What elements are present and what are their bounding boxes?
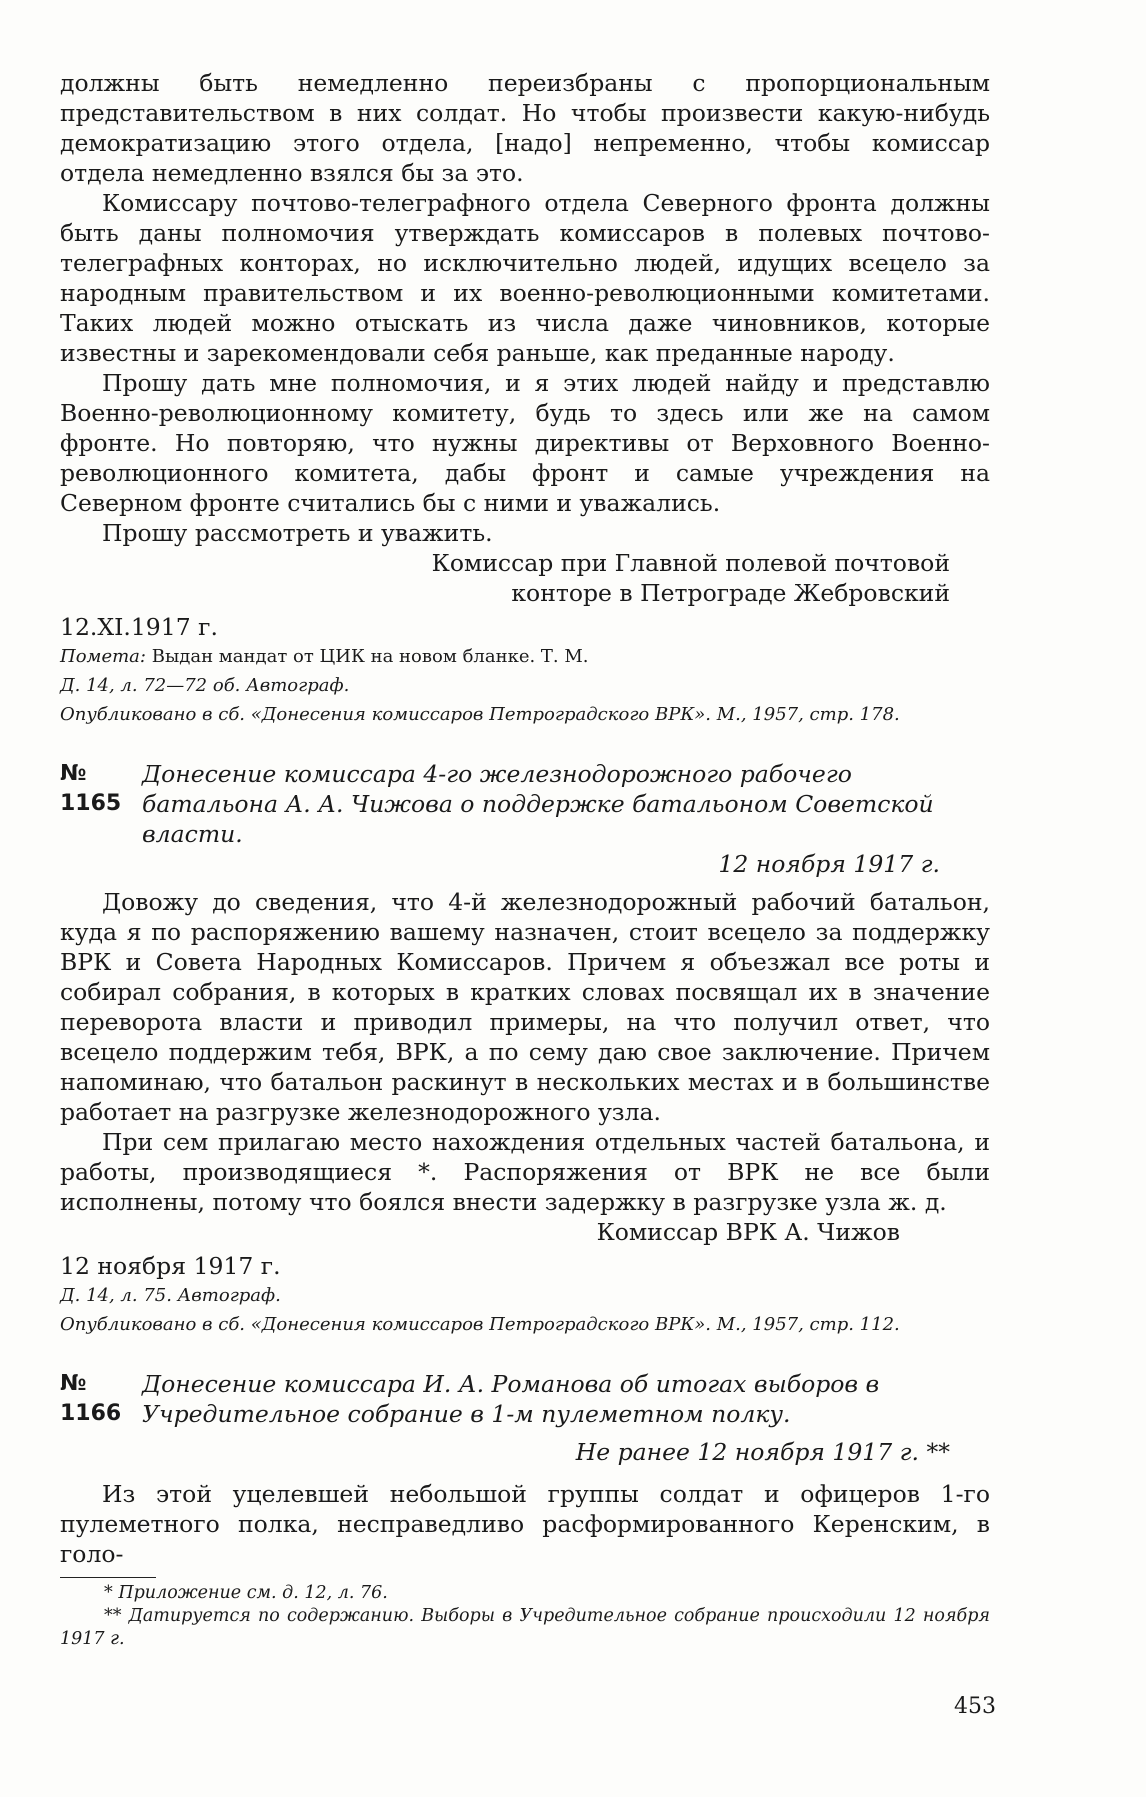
paragraph: Прошу рассмотреть и уважить. — [102, 519, 493, 547]
dateline: 12 ноября 1917 г. — [718, 850, 940, 878]
footnote: * Приложение см. д. 12, л. 76. — [104, 1583, 388, 1603]
archive-reference: Д. 14, л. 75. Автограф. — [60, 1285, 281, 1306]
footnote: ** Датируется по содержанию. Выборы в Учредительное собрание происходили 12 ноября 1917 г. — [60, 1606, 990, 1649]
signature-line: Комиссар ВРК А. Чижов — [596, 1218, 900, 1246]
annotation-label: Помета: — [60, 646, 146, 667]
publication-reference: Опубликовано в сб. «Донесения комиссаров Петроградского ВРК». М., 1957, стр. 112. — [60, 1314, 900, 1335]
signature-line: конторе в Петрограде Жебровский — [511, 579, 950, 607]
document-number: № 1166 — [60, 1371, 122, 1426]
page-number: 453 — [954, 1694, 996, 1719]
document-title: Донесение комиссара 4-го железнодорожного рабочего батальона А. А. Чижова о поддержке батальоном Советской власти. — [142, 760, 934, 848]
footnote-rule — [60, 1577, 156, 1578]
paragraph: Прошу дать мне полномочия, и я этих людей найду и представлю Военно-революционному комитету, будь то здесь или же на самом фронте. Но повторяю, что нужны директивы от Верховного Военно-революционного комитета, дабы фронт и самые учреждения на Северном фронте считались бы с ними и уважались. — [60, 369, 990, 517]
document-date: 12.XI.1917 г. — [60, 613, 218, 641]
publication-reference: Опубликовано в сб. «Донесения комиссаров Петроградского ВРК». М., 1957, стр. 178. — [60, 704, 900, 725]
paragraph: Довожу до сведения, что 4-й железнодорожный рабочий батальон, куда я по распоряжению вашему назначен, стоит всецело за поддержку ВРК и Совета Народных Комиссаров. Причем я объезжал все роты и собирал собрания, в которых в кратких словах посвящал их в значение переворота власти и приводил примеры, на что получил ответ, что всецело поддержим тебя, ВРК, а по сему даю свое заключение. Причем напоминаю, что батальон раскинут в нескольких местах и в большинстве работает на разгрузке железнодорожного узла. — [60, 888, 990, 1126]
document-number: № 1165 — [60, 761, 122, 816]
signature-line: Комиссар при Главной полевой почтовой — [431, 549, 950, 577]
annotation-note — [60, 642, 990, 671]
paragraph: При сем прилагаю место нахождения отдельных частей батальона, и работы, производящиеся *. Распоряжения от ВРК не все были исполнены, потому что боялся внести задержку в разгрузке узла ж. д. — [60, 1128, 990, 1216]
doc1165-header — [60, 759, 990, 849]
document-date: 12 ноября 1917 г. — [60, 1252, 281, 1280]
document-title: Донесение комиссара И. А. Романова об итогах выборов в Учредительное собрание в 1-м пулеметном полку. — [142, 1370, 880, 1428]
paragraph: Из этой уцелевшей небольшой группы солдат и офицеров 1-го пулеметного полка, несправедливо расформированного Керенским, в голо- — [60, 1480, 990, 1568]
paragraph: Комиссару почтово-телеграфного отдела Северного фронта должны быть даны полномочия утверждать комиссаров в полевых почтово-телеграфных конторах, но исключительно людей, идущих всецело за народным правительством и их военно-революционными комитетами. Таких людей можно отыскать из числа даже чиновников, которые известны и зарекомендовали себя раньше, как преданные народу. — [60, 189, 990, 367]
dateline: Не ранее 12 ноября 1917 г. ** — [575, 1438, 950, 1466]
annotation-text: Выдан мандат от ЦИК на новом бланке. Т. М. — [151, 646, 589, 667]
doc1166-header — [60, 1369, 990, 1429]
archive-reference: Д. 14, л. 72—72 об. Автограф. — [60, 675, 350, 696]
doc1164-body — [60, 68, 990, 1651]
paragraph: должны быть немедленно переизбраны с пропорциональным представительством в них солдат. Но чтобы произвести какую-нибудь демократизацию этого отдела, [надо] непременно, чтобы комиссар отдела немедленно взялся бы за это. — [60, 69, 990, 187]
